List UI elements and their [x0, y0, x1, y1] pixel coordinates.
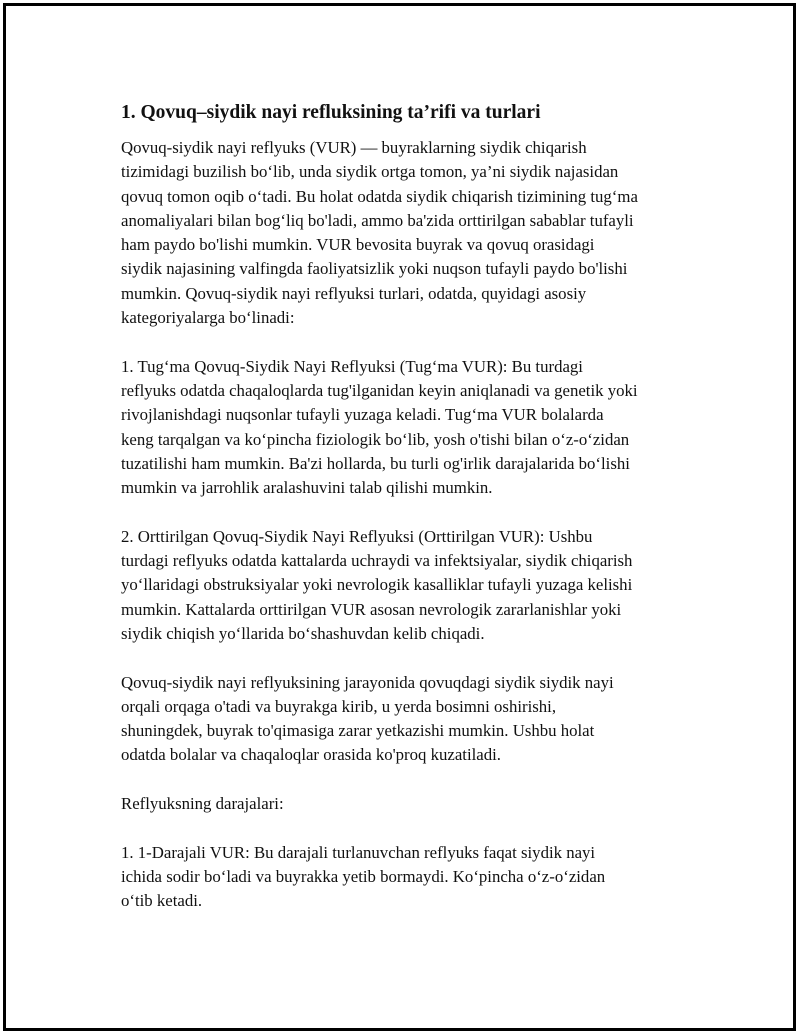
text-line: qovuq tomon oqib o‘tadi. Bu holat odatda siydik chiqarish tizimining tug‘ma — [121, 186, 638, 206]
paragraph-reflux-process — [121, 671, 701, 768]
document-body — [121, 100, 701, 938]
text-line: kategoriyalarga bo‘linadi: — [121, 308, 295, 328]
text-line: mumkin. Kattalarda orttirilgan VUR asosan nevrologik zararlanishlar yoki — [121, 599, 622, 619]
text-line: ichida sodir bo‘ladi va buyrakka yetib bormaydi. Ko‘pincha o‘z-o‘zidan — [121, 866, 606, 886]
text-line: turdagi reflyuks odatda kattalarda uchraydi va infektsiyalar, siydik chiqarish — [121, 551, 633, 571]
text-line: orqali orqaga o'tadi va buyrakga kirib, u yerda bosimni oshirishi, — [121, 696, 557, 716]
text-line: mumkin. Qovuq-siydik nayi reflyuksi turlari, odatda, quyidagi asosiy — [121, 283, 587, 303]
text-line: Qovuq-siydik nayi reflyuks (VUR) — buyraklarning siydik chiqarish — [121, 138, 587, 157]
text-line: tuzatilishi ham mumkin. Ba'zi hollarda, bu turli og'irlik darajalarida bo‘lishi — [121, 453, 630, 473]
text-line: odatda bolalar va chaqaloqlar orasida ko'proq kuzatiladi. — [121, 745, 501, 765]
text-line: 1. 1-Darajali VUR: Bu darajali turlanuvchan reflyuks faqat siydik nayi — [121, 842, 596, 862]
text-line: mumkin va jarrohlik aralashuvini talab qilishi mumkin. — [121, 478, 493, 498]
paragraph-congenital-vur — [121, 355, 701, 501]
text-line: keng tarqalgan va ko‘pincha fiziologik bo‘lib, yosh o'tishi bilan o‘z-o‘zidan — [121, 429, 630, 449]
text-line: Qovuq-siydik nayi reflyuksining jarayonida qovuqdagi siydik siydik nayi — [121, 672, 614, 692]
paragraph-grade-1 — [121, 841, 701, 914]
paragraph-acquired-vur — [121, 525, 701, 646]
text-line: reflyuks odatda chaqaloqlarda tug'ilganidan keyin aniqlanadi va genetik yoki — [121, 380, 638, 400]
text-line: 2. Orttirilgan Qovuq-Siydik Nayi Reflyuksi (Orttirilgan VUR): Ushbu — [121, 526, 593, 546]
text-line: o‘tib ketadi. — [121, 891, 203, 911]
text-line: shuningdek, buyrak to'qimasiga zarar yetkazishi mumkin. Ushbu holat — [121, 721, 595, 741]
text-line: siydik najasining valfingda faoliyatsizlik yoki nuqson tufayli paydo bo'lishi — [121, 259, 628, 279]
text-line: 1. Tug‘ma Qovuq-Siydik Nayi Reflyuksi (Tug‘ma VUR): Bu turdagi — [121, 356, 583, 376]
page-frame — [3, 3, 796, 1031]
paragraph-grades-heading — [121, 792, 701, 816]
text-line: ham paydo bo'lishi mumkin. VUR bevosita buyrak va qovuq orasidagi — [121, 235, 595, 255]
text-line: siydik chiqish yo‘llarida bo‘shashuvdan kelib chiqadi. — [121, 623, 485, 643]
text-line: tizimidagi buzilish bo‘lib, unda siydik ortga tomon, ya’ni siydik najasidan — [121, 162, 619, 182]
text-line: anomaliyalari bilan bog‘liq bo'ladi, ammo ba'zida orttirilgan sabablar tufayli — [121, 210, 634, 230]
paragraph-vur-definition — [121, 136, 701, 330]
text-line: yo‘llaridagi obstruksiyalar yoki nevrologik kasalliklar tufayli yuzaga kelishi — [121, 575, 633, 595]
text-line: rivojlanishdagi nuqsonlar tufayli yuzaga keladi. Tug‘ma VUR bolalarda — [121, 405, 604, 425]
text-line: Reflyuksning darajalari: — [121, 794, 284, 814]
document-title: 1. Qovuq–siydik nayi refluksining ta’rifi va turlari — [121, 102, 541, 123]
